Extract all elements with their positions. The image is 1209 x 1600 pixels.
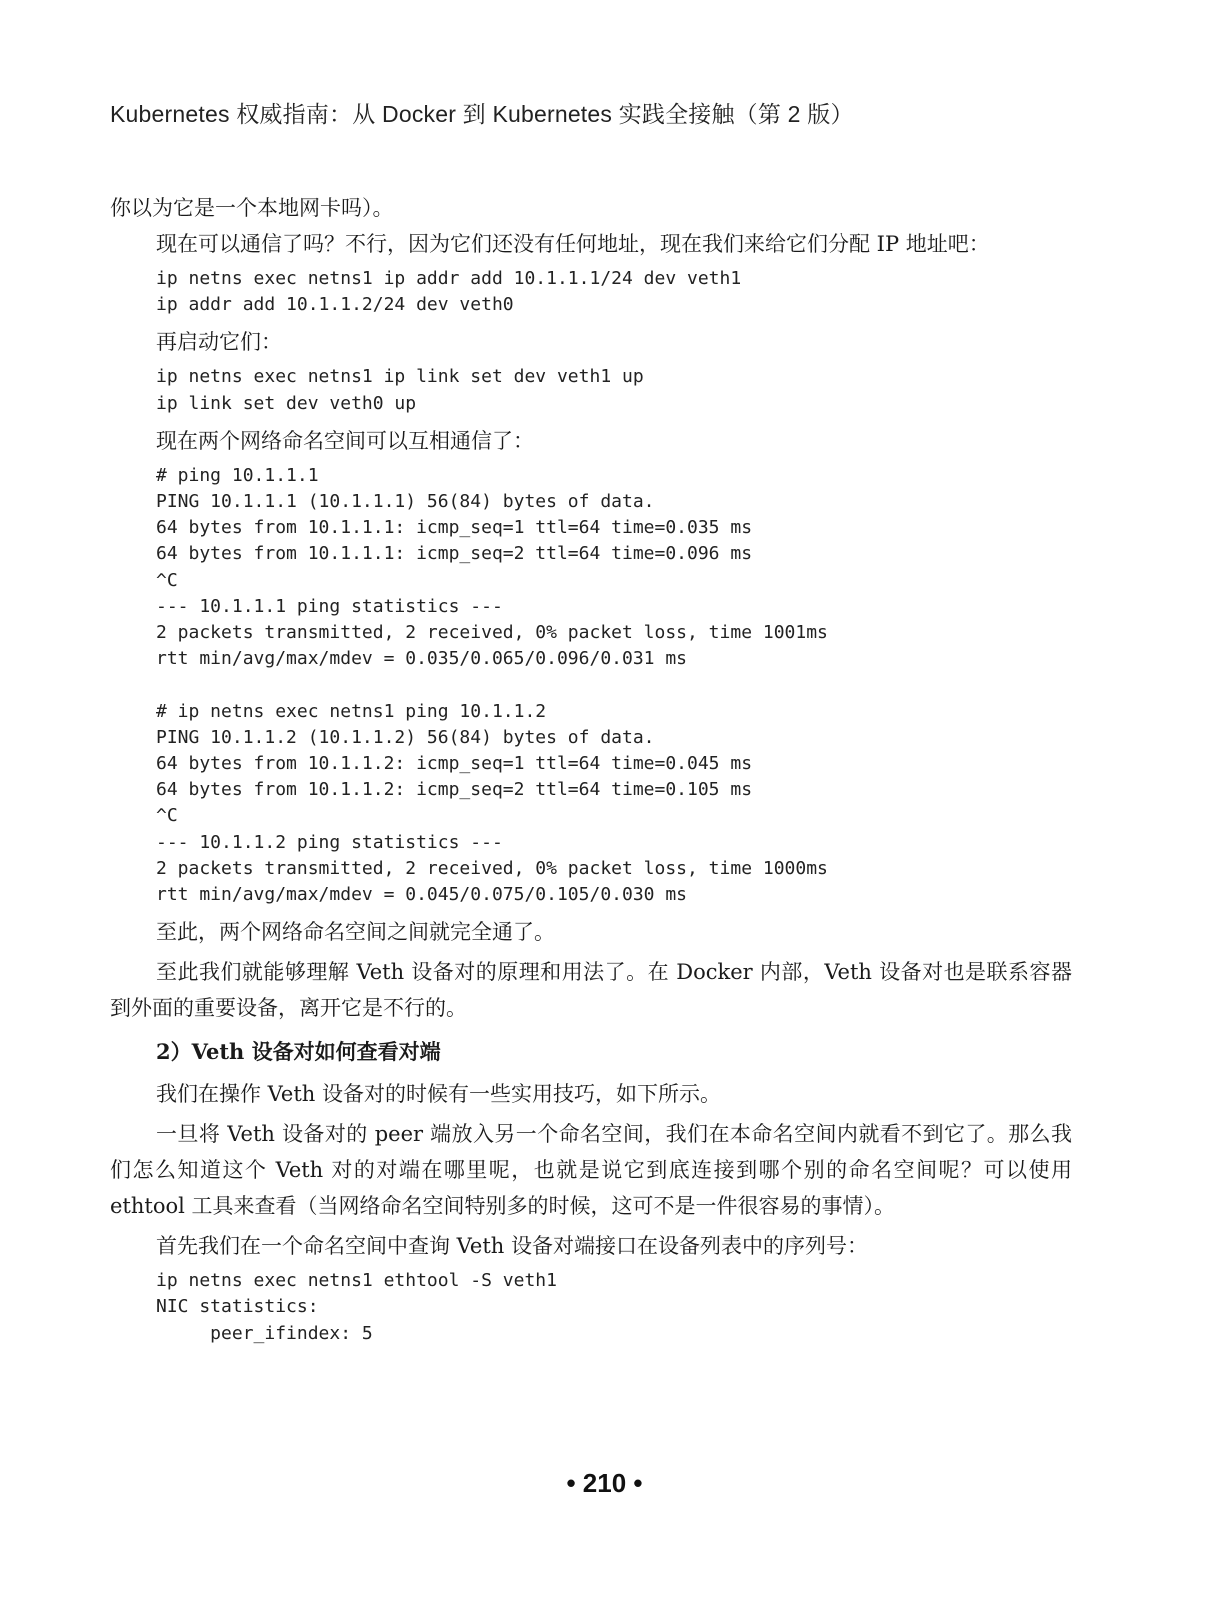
code-block-ethtool: ip netns exec netns1 ethtool -S veth1 NIC statistics: peer_ifindex: 5 [156,1270,557,1344]
paragraph-ethtool: 一旦将 Veth 设备对的 peer 端放入另一个命名空间，我们在本命名空间内就看不到它了。那么我们怎么知道这个 Veth 对的对端在哪里呢，也就是说它到底连接到哪个别的命名空间呢？可以使用 ethtool 工具来查看（当网络命名空间特别多的时候，这可不是一件很容易的事情）。 [110,1122,1072,1219]
code-block-assign-ip: ip netns exec netns1 ip addr add 10.1.1.1/24 dev veth1 ip addr add 10.1.1.2/24 dev veth0 [156,268,742,316]
code-block-ping-output: # ping 10.1.1.1 PING 10.1.1.1 (10.1.1.1) 56(84) bytes of data. 64 bytes from 10.1.1.1: icmp_seq=1 ttl=64 time=0.035 ms 64 bytes from 10.1.1.1: icmp_seq=2 ttl=64 time=0.096 ms ^C --- 10.1.1.1 ping statistics --- 2 packets transmitted, 2 received, 0% packet loss, time 1001ms rtt min/avg/max/mdev = 0.035/0.065/0.096/0.031 ms # ip netns exec netns1 ping 10.1.1.2 PING 10.1.1.2 (10.1.1.2) 56(84) bytes of data. 64 bytes from 10.1.1.2: icmp_seq=1 ttl=64 time=0.045 ms 64 bytes from 10.1.1.2: icmp_seq=2 ttl=64 time=0.105 ms ^C --- 10.1.1.2 ping statistics --- 2 packets transmitted, 2 received, 0% packet loss, time 1000ms rtt min/avg/max/mdev = 0.045/0.075/0.105/0.030 ms [156,464,828,906]
paragraph-can-communicate: 现在两个网络命名空间可以互相通信了： [156,428,534,453]
paragraph-assign-ip: 现在可以通信了吗？不行，因为它们还没有任何地址，现在我们来给它们分配 IP 地址吧： [156,232,990,256]
paragraph-query-index: 首先我们在一个命名空间中查询 Veth 设备对端接口在设备列表中的序列号： [156,1234,868,1259]
paragraph-veth-principle: 至此我们就能够理解 Veth 设备对的原理和用法了。在 Docker 内部，Veth 设备对也是联系容器到外面的重要设备，离开它是不行的。 [110,960,1072,1021]
paragraph-fully-connected: 至此，两个网络命名空间之间就完全通了。 [156,920,555,945]
running-header: Kubernetes 权威指南：从 Docker 到 Kubernetes 实践全接触（第 2 版） [110,101,854,127]
page-body [110,190,1072,1353]
code-block-link-up: ip netns exec netns1 ip link set dev veth1 up ip link set dev veth0 up [156,366,644,414]
paragraph-start-devices: 再启动它们： [156,330,282,355]
page-number: • 210 • [566,1468,643,1498]
paragraph-tips: 我们在操作 Veth 设备对的时候有一些实用技巧，如下所示。 [156,1082,721,1107]
section-heading: 2）Veth 设备对如何查看对端 [156,1039,441,1065]
paragraph-continued: 你以为它是一个本地网卡吗）。 [110,196,394,220]
